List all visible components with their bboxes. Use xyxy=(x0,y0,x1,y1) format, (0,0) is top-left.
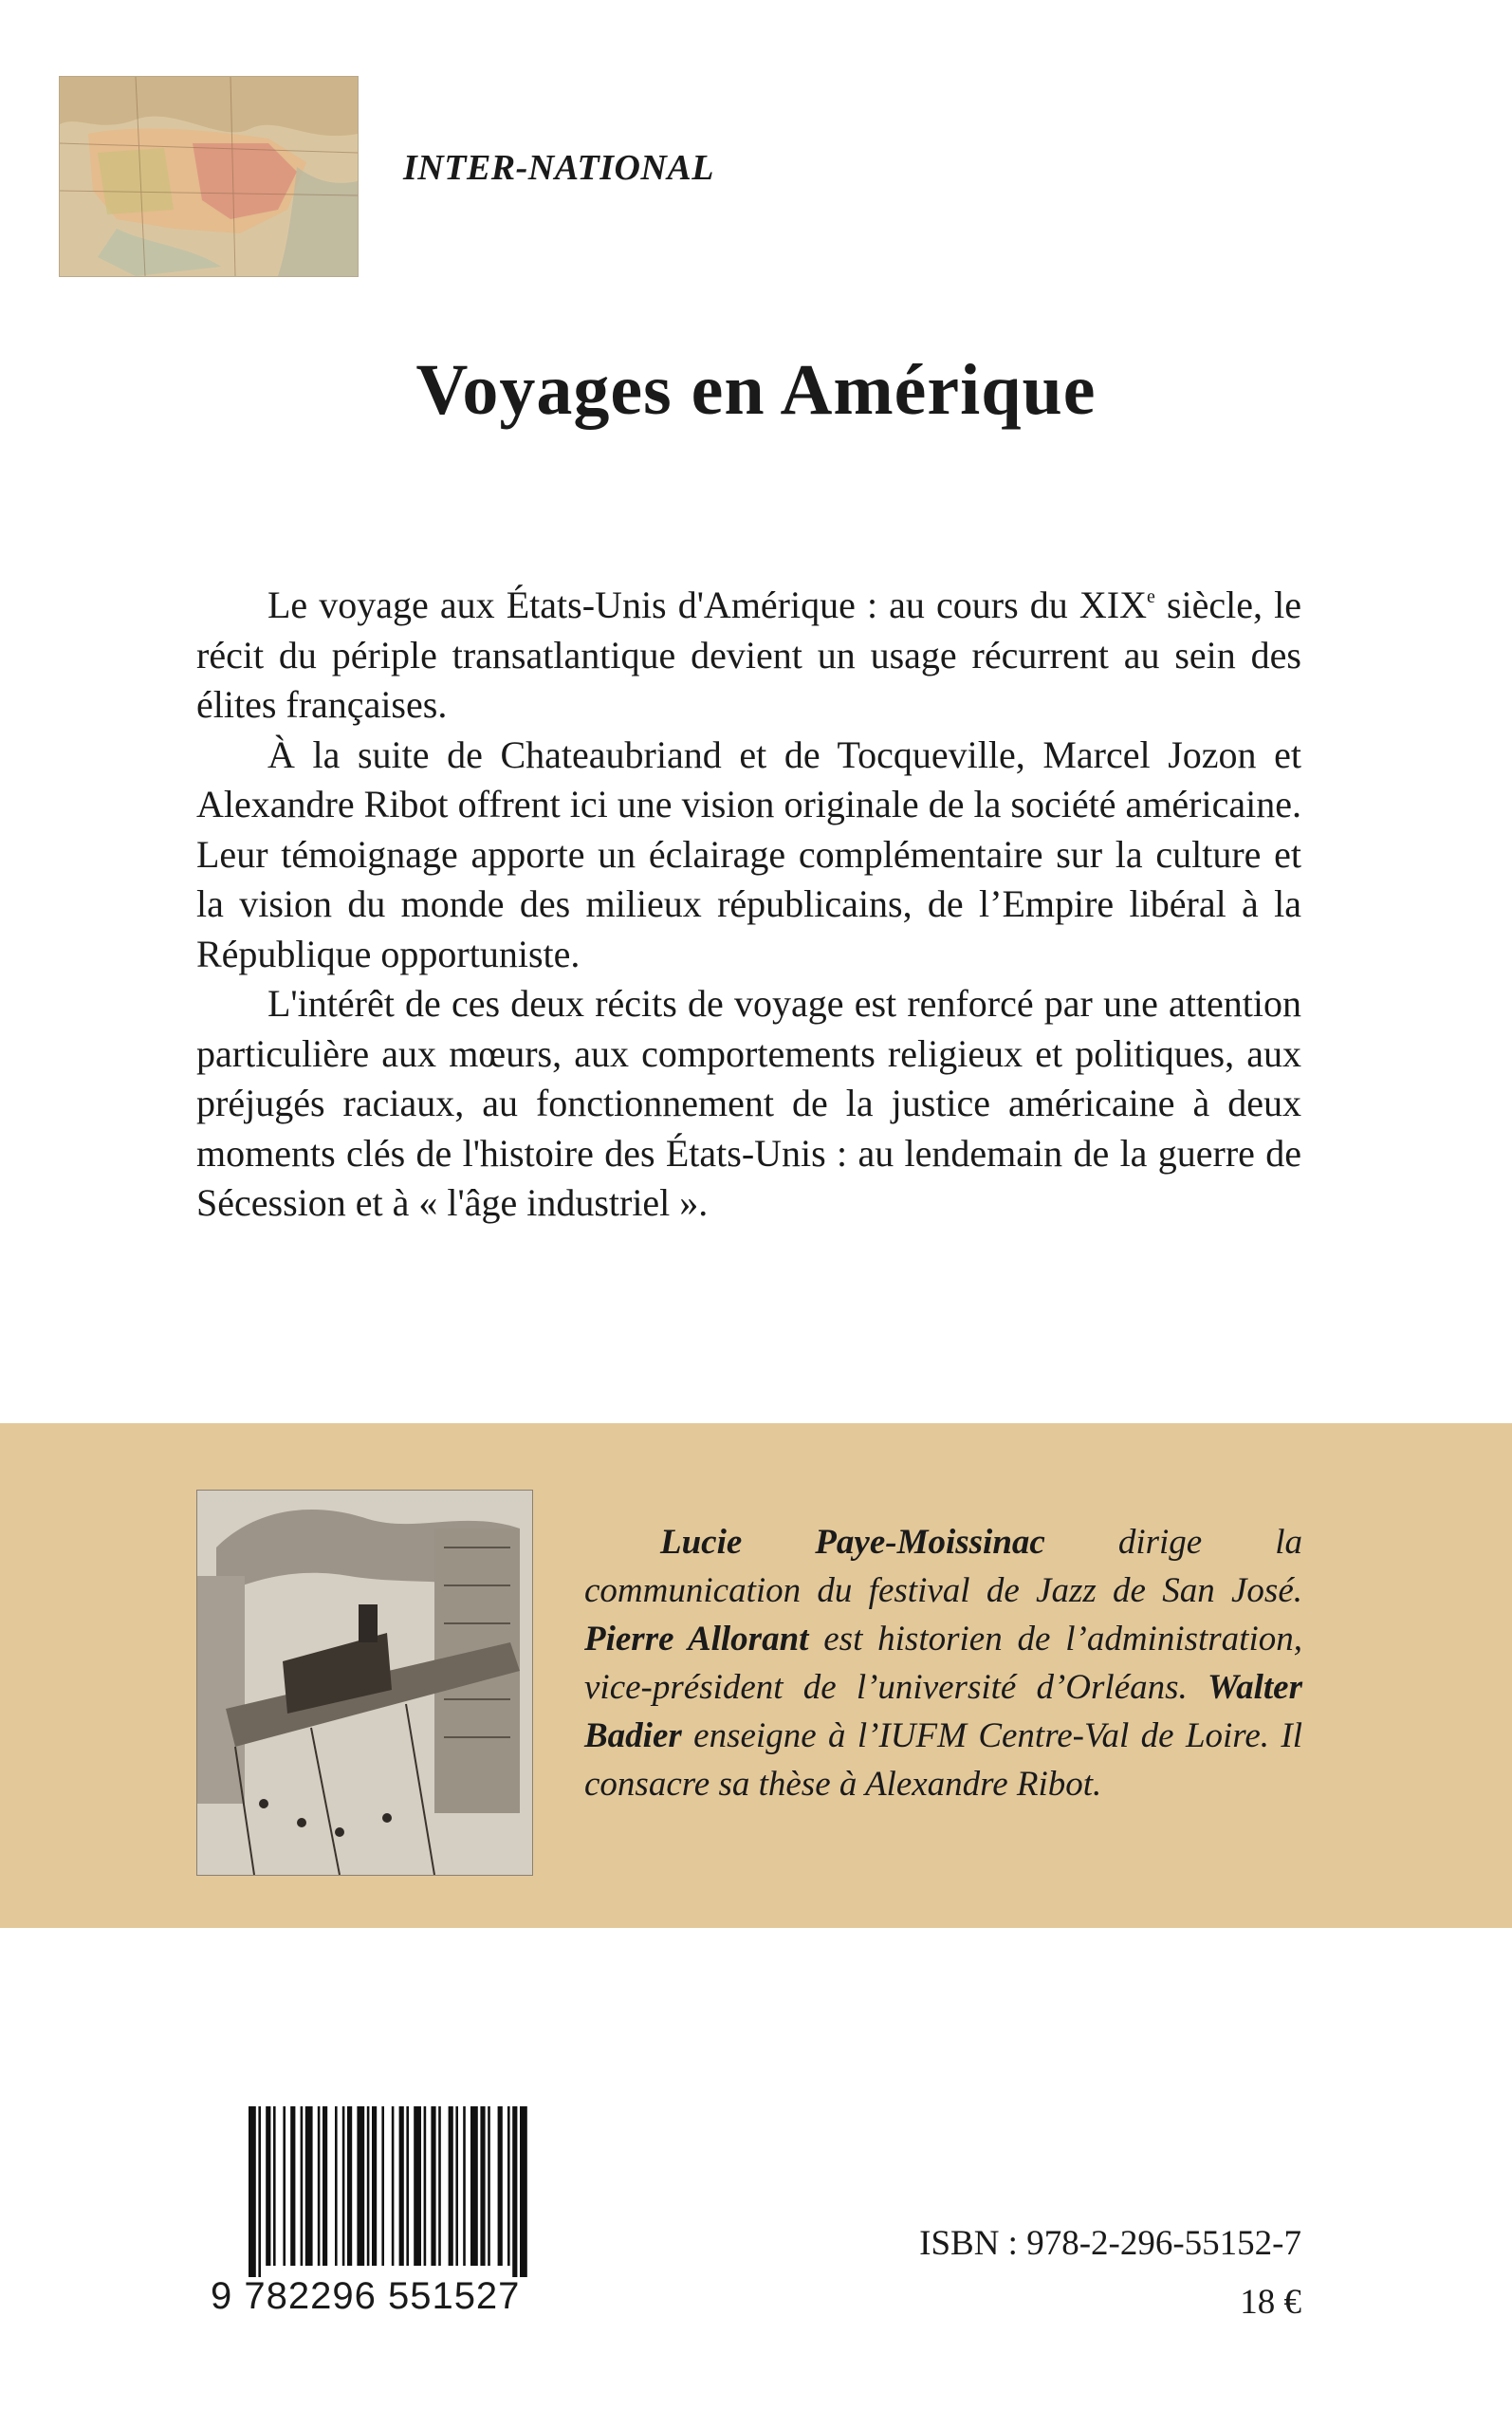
price: 18 € xyxy=(1240,2283,1301,2322)
blurb-text: Le voyage aux États-Unis d'Amérique : au cours du XIX xyxy=(267,584,1147,626)
blurb-paragraph: À la suite de Chateaubriand et de Tocqueville, Marcel Jozon et Alexandre Ribot offrent ici une vision originale de la société américaine. Leur témoignage apporte un éclairage complémentaire sur la culture et la vision du monde des milieux républicains, de l’Empire libéral à la République opportuniste. xyxy=(196,732,1301,975)
barcode-bar xyxy=(414,2106,421,2266)
barcode-bar xyxy=(266,2106,270,2266)
blurb-superscript: e xyxy=(1146,586,1155,607)
blurb-paragraph xyxy=(196,581,1301,731)
barcode-bar xyxy=(470,2106,478,2266)
barcode-bar xyxy=(455,2106,458,2266)
barcode-bar xyxy=(381,2106,384,2266)
bio-text: dirige la communication du festival de Jazz de San José. xyxy=(584,1523,1302,1610)
author-band xyxy=(0,1423,1512,1928)
back-cover-blurb xyxy=(196,581,1301,1229)
barcode-bar xyxy=(372,2106,377,2266)
bio-text: enseigne à l’IUFM Centre-Val de Loire. Il consacre sa thèse à Alexandre Ribot. xyxy=(584,1716,1302,1804)
barcode-bar xyxy=(357,2106,364,2266)
barcode-bar xyxy=(283,2106,286,2266)
isbn-barcode xyxy=(211,2106,609,2325)
barcode-bar xyxy=(323,2106,327,2266)
author-name: Pierre Allorant xyxy=(584,1620,809,1659)
barcode-bar xyxy=(273,2106,276,2266)
barcode-bar xyxy=(498,2106,503,2266)
barcode-bar xyxy=(305,2106,313,2266)
barcode-digits: 9 782296 551527 xyxy=(211,2275,521,2317)
barcode-bar xyxy=(520,2106,527,2277)
barcode-bar xyxy=(431,2106,435,2266)
bio-paragraph xyxy=(584,1518,1302,1808)
barcode-bar xyxy=(449,2106,453,2266)
blurb-text: siècle, le récit du périple transatlantique devient un usage récurrent au sein des élites françaises. xyxy=(196,584,1301,726)
barcode-bar xyxy=(392,2106,395,2266)
barcode-bar xyxy=(480,2106,485,2266)
barcode-bar xyxy=(367,2106,370,2266)
barcode-bar xyxy=(347,2106,352,2266)
barcode-bar xyxy=(249,2106,256,2277)
book-title: Voyages en Amérique xyxy=(415,350,1097,430)
bio-text: est historien de l’administration, vice-président de l’université d’Orléans. xyxy=(584,1620,1302,1707)
barcode-bar xyxy=(301,2106,304,2266)
barcode-bar xyxy=(290,2106,295,2266)
blurb-paragraph: L'intérêt de ces deux récits de voyage est renforcé par une attention particulière aux mœurs, aux comportements religieux et politiques, aux préjugés raciaux, au fonctionnement de la justice américaine à deux moments clés de l'histoire des États-Unis : au lendemain de la guerre de Sécession et à « l'âge industriel ». xyxy=(196,982,1301,1224)
barcode-bar xyxy=(438,2106,441,2266)
barcode-bar xyxy=(507,2106,510,2266)
barcode-bar xyxy=(342,2106,345,2266)
train-engraving-image xyxy=(196,1490,533,1876)
author-name: Walter Badier xyxy=(584,1668,1302,1755)
isbn-number: ISBN : 978-2-296-55152-7 xyxy=(919,2224,1301,2263)
author-bios xyxy=(584,1518,1302,1808)
barcode-bars xyxy=(211,2106,609,2277)
barcode-bar xyxy=(463,2106,466,2266)
barcode-bar xyxy=(335,2106,338,2266)
barcode-bar xyxy=(488,2106,490,2266)
series-label: INTER-NATIONAL xyxy=(403,148,714,188)
barcode-bar xyxy=(258,2106,261,2277)
barcode-bar xyxy=(406,2106,409,2266)
barcode-bar xyxy=(399,2106,404,2266)
barcode-bar xyxy=(424,2106,427,2266)
barcode-bar xyxy=(318,2106,321,2266)
map-thumbnail-image xyxy=(59,76,359,277)
barcode-bar xyxy=(512,2106,517,2277)
author-name: Lucie Paye-Moissinac xyxy=(660,1523,1045,1562)
